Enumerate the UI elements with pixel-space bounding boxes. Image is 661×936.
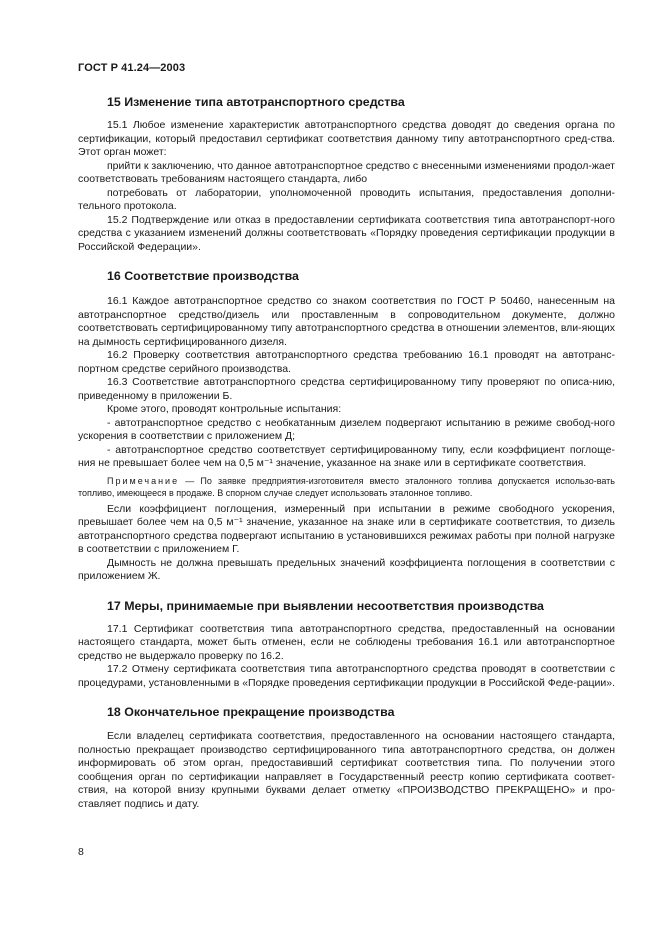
section-15-heading: 15 Изменение типа автотранспортного средства [107,95,405,109]
section-16-paragraph: 16.2 Проверку соответствия автотранспортного средства требованию 16.1 проводят на автотранс-портном средстве серийного производства. [78,349,615,375]
section-16-paragraph: 16.3 Соответствие автотранспортного средства сертифицированному типу проверяют по описа-нию, приведенному в приложении Б. [78,376,615,402]
page-number: 8 [78,846,84,858]
note-text: — По заявке предприятия-изготовителя вместо эталонного топлива допускается использо-вать топливо, имеющееся в продаже. В спорном случае следует использовать эталонное топливо. [78,475,615,498]
section-16-paragraph: Дымность не должна превышать предельных значений коэффициента поглощения в соответствии с приложением Ж. [78,556,615,582]
section-17-paragraph: 17.2 Отмену сертификата соответствия типа автотранспортного средства проводят в соответствии с процедурами, установленными в «Порядке проведения сертификации продукции в Российской Феде-рации». [78,663,616,689]
section-15-paragraph: 15.1 Любое изменение характеристик автотранспортного средства доводят до сведения органа по сертификации, который предоставил сертификат соответствия данному типу автотранспортного сред-ства. Этот орган может: [78,119,615,158]
section-15-paragraph: потребовать от лаборатории, уполномоченной проводить испытания, предоставления дополни-тельного протокола. [78,186,615,212]
section-17-paragraph: 17.1 Сертификат соответствия типа автотранспортного средства, предоставленный на основании настоящего стандарта, может быть отменен, если не соблюдены требования 16.1 или автотранспортное средство не выдержало проверку по 16.2. [78,622,615,662]
section-15-paragraph: прийти к заключению, что данное автотранспортное средство с внесенными изменениями продол-жает соответствовать требованиям настоящего стандарта, либо [78,159,615,185]
document-header: ГОСТ Р 41.24—2003 [78,62,186,74]
section-18-heading: 18 Окончательное прекращение производства [107,705,395,719]
section-17-heading: 17 Меры, принимаемые при выявлении несоответствия производства [107,598,544,613]
section-15-paragraph: 15.2 Подтверждение или отказ в предоставлении сертификата соответствия типа автотранспорт-ного средства с указанием изменений должны соответствовать «Порядку проведения сертификации продукции в Российской Федерации». [78,213,615,253]
note-label: Примечание [107,475,180,486]
section-16-list-item: - автотранспортное средство соответствует сертифицированному типу, если коэффициент поглоще-ния не превышает более чем на 0,5 м⁻¹ значение, указанное на знаке или в сертификате соответствия. [78,443,615,469]
document-body [78,94,615,811]
section-16-heading: 16 Соответствие производства [107,269,299,283]
section-16-list-item: - автотранспортное средство с необкатанным дизелем подвергают испытанию в режиме свобод-ного ускорения в соответствии с приложением Д; [78,416,615,442]
section-18-paragraph: Если владелец сертификата соответствия, предоставленного на основании настоящего стандарта, полностью прекращает производство сертифицированного типа автотранспортного средства, он должен информировать об этом орган, предоставивший сертификат соответствия типа. По получении этого сообщения орган по сертификации направляет в Государственный реестр копию сертификата соответ-ствия, на которой внизу крупными буквами делает отметку «ПРОИЗВОДСТВО ПРЕКРАЩЕНО» и про-ставляет подпись и дату. [78,730,615,810]
section-16-paragraph: 16.1 Каждое автотранспортное средство со знаком соответствия по ГОСТ Р 50460, нанесенным на автотранспортное средство/дизель или проставленным в сопроводительном документе, должно соответствовать сертифицированному типу автотранспортного средства в отношении элементов, вли-яющих на дымность сертифицированного дизеля. [78,295,615,348]
section-16-paragraph: Если коэффициент поглощения, измеренный при испытании в режиме свободного ускорения, превышает более чем на 0,5 м⁻¹ значение, указанное на знаке или в сертификате соответствия, то дизель автотранспортного средства подвергают испытанию в установившихся режимах работы при полной нагрузке в соответствии с приложением Г. [78,502,615,555]
section-16-note [78,475,615,499]
section-16-paragraph: Кроме этого, проводят контрольные испытания: [107,403,342,415]
